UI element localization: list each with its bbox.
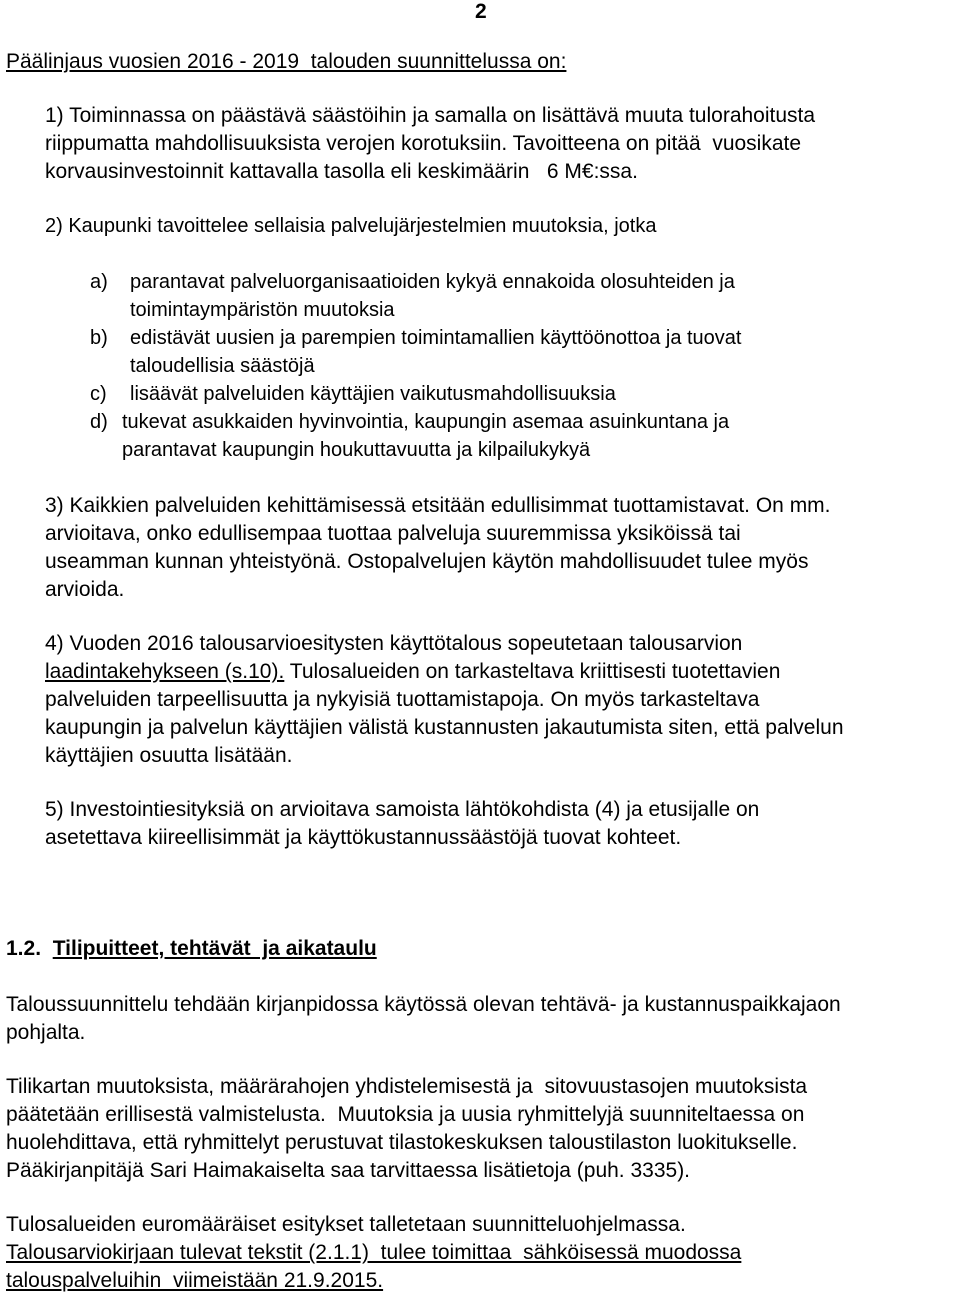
list-item-text: toimintaympäristön muutoksia	[130, 299, 395, 321]
paragraph-4-line: palveluiden tarpeellisuutta ja nykyisiä tuottamistapoja. On myös tarkasteltava	[45, 688, 760, 711]
section-title: Tilipuitteet, tehtävät ja aikataulu	[52, 937, 377, 960]
section-heading	[6, 937, 377, 961]
section-paragraph-2-line: Pääkirjanpitäjä Sari Haimakaiselta saa tarvittaessa lisätietoja (puh. 3335).	[6, 1159, 691, 1182]
paragraph-4-line	[45, 660, 780, 684]
paragraph-1-line: korvausinvestoinnit kattavalla tasolla eli keskimäärin 6 M€:ssa.	[45, 160, 638, 183]
section-paragraph-2-line: päätetään erillisestä valmistelusta. Muutoksia ja uusia ryhmittelyjä suunniteltaessa on	[6, 1103, 805, 1126]
paragraph-4-line-rest: Tulosalueiden on tarkasteltava kriittisesti tuotettavien	[284, 660, 781, 683]
section-paragraph-1-line: Taloussuunnittelu tehdään kirjanpidossa käytössä olevan tehtävä- ja kustannuspaikkajaon	[6, 993, 841, 1016]
list-item-text: edistävät uusien ja parempien toimintamallien käyttöönottoa ja tuovat	[130, 327, 742, 349]
budget-frame-reference: laadintakehykseen (s.10).	[45, 660, 285, 683]
paragraph-3-line: 3) Kaikkien palveluiden kehittämisessä etsitään edullisimmat tuottamistavat. On mm.	[45, 494, 831, 517]
list-item-label: d)	[90, 411, 108, 433]
paragraph-4-line: 4) Vuoden 2016 talousarvioesitysten käyttötalous sopeutetaan talousarvion	[45, 632, 743, 655]
list-item-text: parantavat palveluorganisaatioiden kykyä ennakoida olosuhteiden ja	[130, 271, 735, 293]
list-item-label: a)	[90, 271, 108, 293]
paragraph-5-line: asetettava kiireellisimmät ja käyttökustannussäästöjä tuovat kohteet.	[45, 826, 682, 849]
list-item-label: b)	[90, 327, 108, 349]
paragraph-3-line: arvioitava, onko edullisempaa tuottaa palveluja suuremmissa yksiköissä tai	[45, 522, 741, 545]
paragraph-4-line: käyttäjien osuutta lisätään.	[45, 744, 293, 767]
section-paragraph-3-line: Tulosalueiden euromääräiset esitykset talletetaan suunnitteluohjelmassa.	[6, 1213, 686, 1236]
page-number: 2	[475, 0, 487, 23]
list-item-text: tukevat asukkaiden hyvinvointia, kaupungin asemaa asuinkuntana ja	[122, 411, 730, 433]
page-heading: Päälinjaus vuosien 2016 - 2019 talouden suunnittelussa on:	[6, 50, 567, 73]
paragraph-4-line: kaupungin ja palvelun käyttäjien välistä kustannusten jakautumista siten, että palvelun	[45, 716, 844, 739]
paragraph-2-intro: 2) Kaupunki tavoittelee sellaisia palvelujärjestelmien muutoksia, jotka	[45, 215, 657, 237]
paragraph-5-line: 5) Investointiesityksiä on arvioitava samoista lähtökohdista (4) ja etusijalle on	[45, 798, 760, 821]
paragraph-3-line: useamman kunnan yhteistyönä. Ostopalvelujen käytön mahdollisuudet tulee myös	[45, 550, 809, 573]
section-paragraph-2-line: huolehdittava, että ryhmittelyt perustuvat tilastokeskuksen taloustilaston luokitukselle.	[6, 1131, 798, 1154]
paragraph-3-line: arvioida.	[45, 578, 125, 601]
list-item-text: taloudellisia säästöjä	[130, 355, 315, 377]
list-item-text: lisäävät palveluiden käyttäjien vaikutusmahdollisuuksia	[130, 383, 616, 405]
section-paragraph-3-underlined: talouspalveluihin viimeistään 21.9.2015.	[6, 1269, 384, 1292]
list-item-text: parantavat kaupungin houkuttavuutta ja kilpailukykyä	[122, 439, 591, 461]
list-item-label: c)	[90, 383, 107, 405]
section-paragraph-2-line: Tilikartan muutoksista, määrärahojen yhdistelemisestä ja sitovuustasojen muutoksista	[6, 1075, 808, 1098]
paragraph-1-line: 1) Toiminnassa on päästävä säästöihin ja samalla on lisättävä muuta tulorahoitusta	[45, 104, 816, 127]
section-paragraph-1-line: pohjalta.	[6, 1021, 86, 1044]
paragraph-1-line: riippumatta mahdollisuuksista verojen korotuksiin. Tavoitteena on pitää vuosikate	[45, 132, 802, 155]
section-paragraph-3-underlined: Talousarviokirjaan tulevat tekstit (2.1.1) tulee toimittaa sähköisessä muodossa	[6, 1241, 742, 1264]
section-number: 1.2.	[6, 937, 42, 960]
